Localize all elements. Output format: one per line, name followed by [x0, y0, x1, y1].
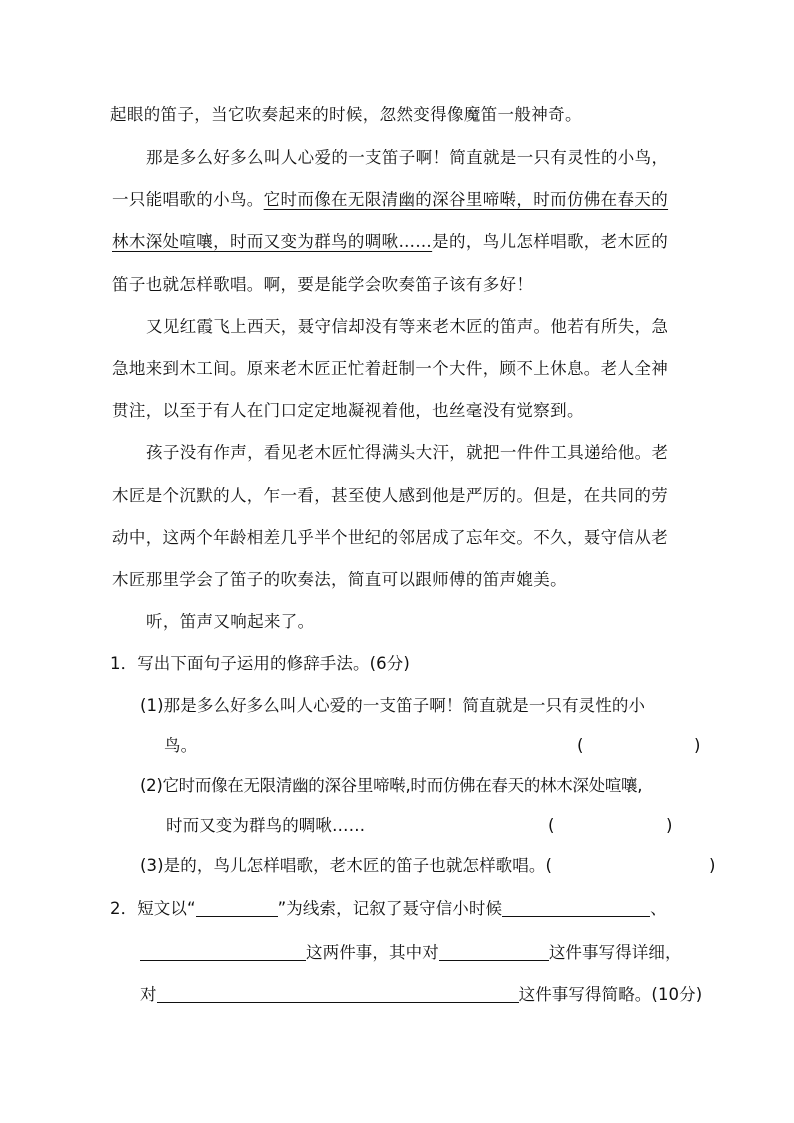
passage-line: 急地来到木工间。原来老木匠正忙着赶制一个大件，顾不上休息。老人全神 [112, 359, 669, 378]
passage-line: 听，笛声又响起来了。 [146, 612, 315, 631]
passage-line: 林木深处喧嚷，时而又变为群鸟的啁啾……是的，鸟儿怎样唱歌，老木匠的 [112, 232, 669, 251]
blank-brief[interactable] [157, 984, 519, 1003]
answer-box-3[interactable] [605, 853, 705, 877]
answer-box-2[interactable] [558, 813, 664, 837]
passage-line: 笛子也就怎样歌唱。啊，要是能学会吹奏笛子该有多好！ [112, 275, 534, 294]
underlined-sentence: 林木深处喧嚷，时而又变为群鸟的啁啾…… [112, 232, 433, 251]
question-1-sentence-2-cont: 时而又变为群鸟的啁啾…… [166, 816, 366, 835]
question-1-sentence-1: (1)那是多么好多么叫人心爱的一支笛子啊！简直就是一只有灵性的小 [140, 696, 646, 715]
question-1-sentence-2: (2)它时而像在无限清幽的深谷里啼啭,时而仿佛在春天的林木深处喧嚷, [140, 776, 643, 795]
blank-clue[interactable] [196, 898, 278, 917]
question-1-sentence-3: (3)是的，鸟儿怎样唱歌，老木匠的笛子也就怎样歌唱。( [140, 856, 553, 875]
answer-paren-close: ) [694, 736, 701, 755]
passage-line: 一只能唱歌的小鸟。它时而像在无限清幽的深谷里啼啭，时而仿佛在春天的 [112, 190, 669, 209]
passage-line: 又见红霞飞上西天，聂守信却没有等来老木匠的笛声。他若有所失，急 [146, 317, 669, 336]
answer-paren-open: ( [548, 816, 555, 835]
answer-paren-open: ( [577, 736, 584, 755]
blank-event-1[interactable] [502, 898, 650, 917]
passage-line: 木匠是个沉默的人，乍一看，甚至使人感到他是严厉的。但是，在共同的劳 [112, 486, 669, 505]
question-1-title: 1．写出下面句子运用的修辞手法。(6分) [110, 654, 410, 673]
passage-line: 动中，这两个年龄相差几乎半个世纪的邻居成了忘年交。不久，聂守信从老 [112, 528, 669, 547]
answer-paren-close: ) [709, 856, 716, 875]
passage-line: 起眼的笛子，当它吹奏起来的时候，忽然变得像魔笛一般神奇。 [110, 105, 582, 124]
blank-event-2[interactable] [140, 942, 306, 961]
passage-line: 孩子没有作声，看见老木匠忙得满头大汗，就把一件件工具递给他。老 [146, 443, 669, 462]
passage-line: 那是多么好多么叫人心爱的一支笛子啊！简直就是一只有灵性的小鸟， [146, 148, 669, 167]
question-2-line-1: 2．短文以“ ”为线索，记叙了聂守信小时候 、 [110, 899, 667, 918]
underlined-sentence: 它时而像在无限清幽的深谷里啼啭，时而仿佛在春天的 [263, 190, 669, 209]
question-2-line-2: 这两件事，其中对 这件事写得详细， [140, 942, 682, 964]
question-1-sentence-1-cont: 鸟。 [164, 736, 198, 755]
passage-line: 贯注，以至于有人在门口定定地凝视着他，也丝毫没有觉察到。 [112, 401, 584, 420]
answer-box-1[interactable] [588, 733, 692, 757]
blank-detailed[interactable] [439, 942, 549, 961]
passage-line: 木匠那里学会了笛子的吹奏法，简直可以跟师傅的笛声媲美。 [112, 570, 567, 589]
question-2-line-3: 对 这件事写得简略。(10分) [140, 985, 703, 1004]
answer-paren-close: ) [666, 816, 673, 835]
